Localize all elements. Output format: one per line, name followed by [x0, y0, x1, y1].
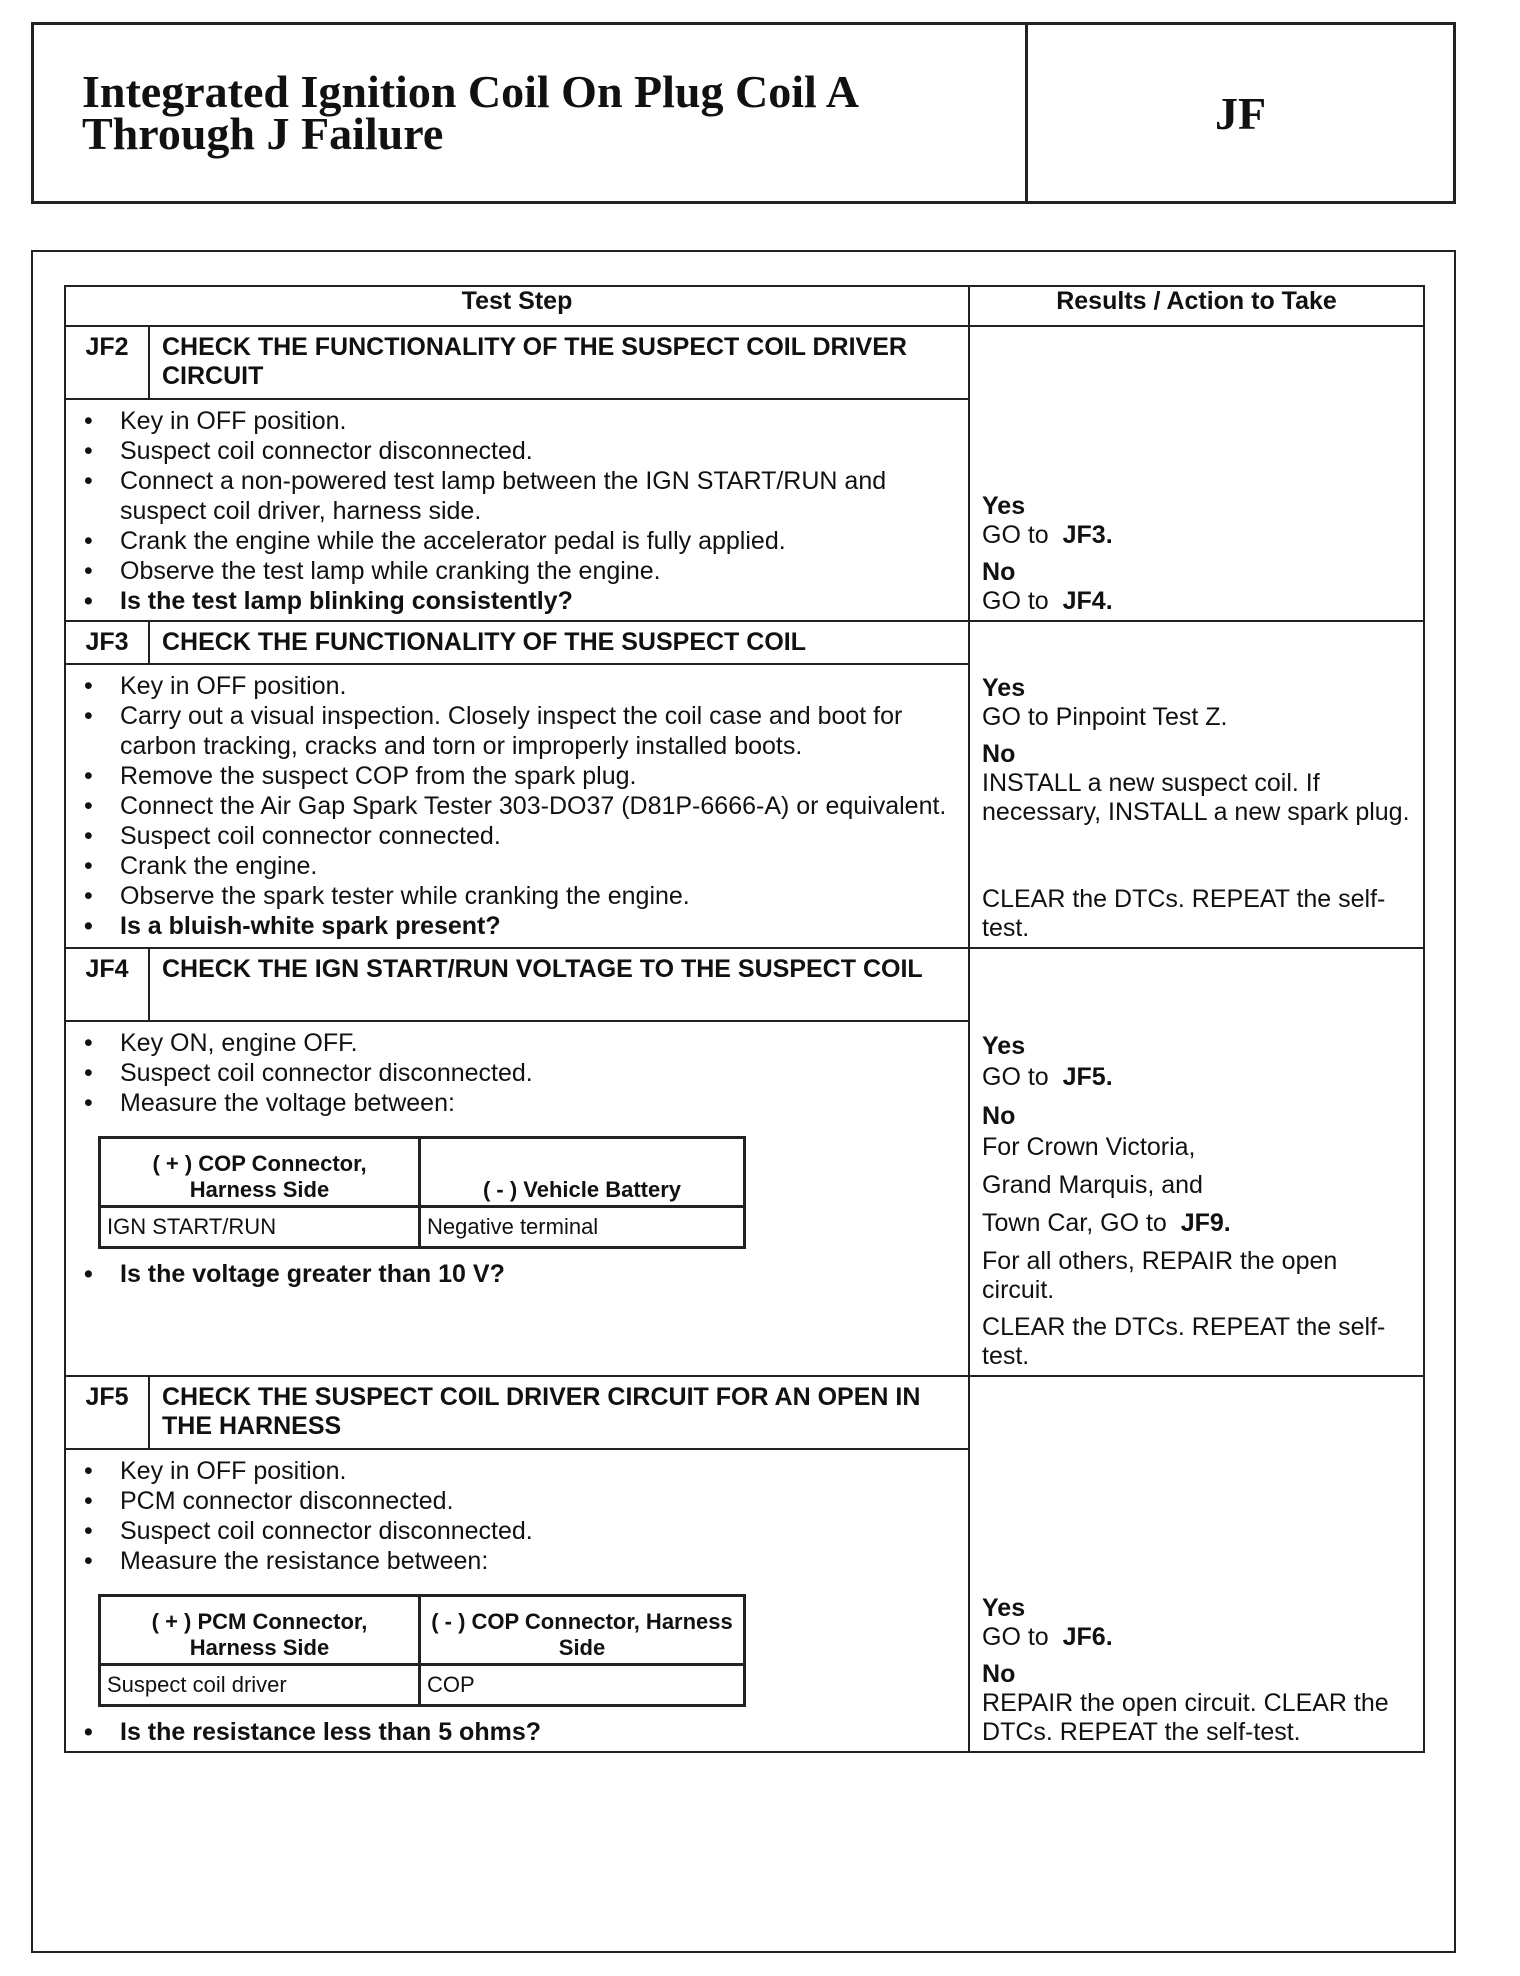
yes-action: GO to Pinpoint Test Z. [982, 703, 1228, 731]
step-id: JF5 [65, 1376, 149, 1449]
step-jf3-instructions [65, 664, 969, 948]
step-jf4-title-row [65, 948, 1424, 1021]
section-code: JF [1214, 87, 1267, 139]
header-title-cell [34, 25, 1028, 201]
list-item: • Measure the voltage between: [78, 1088, 958, 1118]
yes-label: Yes [982, 492, 1026, 520]
no-line-2: Grand Marquis, and [982, 1171, 1203, 1199]
pinpoint-test-table [64, 285, 1425, 1753]
test-question: • Is the test lamp blinking consistently? [78, 586, 958, 616]
step-id: JF4 [65, 948, 149, 1021]
list-item: • PCM connector disconnected. [78, 1486, 958, 1516]
no-line-3-text: Town Car, GO to [982, 1209, 1167, 1237]
no-label: No [982, 1102, 1016, 1130]
list-item: • Crank the engine. [78, 851, 958, 881]
yes-action [982, 521, 1411, 550]
test-question: • Is a bluish-white spark present? [78, 911, 958, 941]
yes-text: GO to [982, 521, 1049, 549]
yes-ref: JF5. [1062, 1063, 1113, 1091]
test-step-header: Test Step [65, 286, 969, 326]
question-list [78, 1259, 958, 1289]
no-line-1: For Crown Victoria, [982, 1133, 1196, 1161]
list-item: • Connect the Air Gap Spark Tester 303-DO37 (D81P-6666-A) or equivalent. [78, 791, 958, 821]
list-item: • Measure the resistance between: [78, 1546, 958, 1576]
resistance-measurement-table [98, 1594, 746, 1707]
no-action: INSTALL a new suspect coil. If necessary, INSTALL a new spark plug. [982, 769, 1410, 826]
step-jf2-title-row [65, 326, 1424, 399]
no-ref: JF9. [1180, 1209, 1231, 1237]
negative-lead-cell: COP [420, 1665, 745, 1706]
yes-action [982, 1062, 1411, 1093]
no-line-3 [982, 1208, 1411, 1239]
voltage-measurement-table [98, 1136, 746, 1249]
no-action: REPAIR the open circuit. CLEAR the DTCs. REPEAT the self-test. [982, 1689, 1389, 1746]
instruction-list [78, 1456, 958, 1576]
step-id: JF3 [65, 621, 149, 664]
positive-lead-cell: IGN START/RUN [100, 1207, 420, 1248]
instruction-list [78, 406, 958, 616]
test-question: • Is the resistance less than 5 ohms? [78, 1717, 958, 1747]
step-jf2-results [969, 326, 1424, 621]
yes-text: GO to [982, 1063, 1049, 1091]
yes-label: Yes [982, 1594, 1026, 1622]
no-label: No [982, 740, 1016, 768]
list-item: • Remove the suspect COP from the spark plug. [78, 761, 958, 791]
list-item: • Crank the engine while the accelerator pedal is fully applied. [78, 526, 958, 556]
step-title: CHECK THE FUNCTIONALITY OF THE SUSPECT COIL DRIVER CIRCUIT [149, 326, 969, 399]
step-jf5-results [969, 1376, 1424, 1752]
test-table-frame [31, 250, 1456, 1953]
yes-text: GO to [982, 1623, 1049, 1651]
list-item: • Key ON, engine OFF. [78, 1028, 958, 1058]
others-text: For all others, REPAIR the open circuit. [982, 1247, 1338, 1304]
page-title: Integrated Ignition Coil On Plug Coil A Through J Failure [82, 66, 857, 159]
list-item: • Suspect coil connector disconnected. [78, 1516, 958, 1546]
step-title: CHECK THE IGN START/RUN VOLTAGE TO THE SUSPECT COIL [149, 948, 969, 1021]
instruction-list [78, 1028, 958, 1118]
no-text: GO to [982, 587, 1049, 615]
list-item: • Key in OFF position. [78, 671, 958, 701]
list-item: • Connect a non-powered test lamp between the IGN START/RUN and suspect coil driver, harness side. [78, 466, 958, 526]
results-header: Results / Action to Take [969, 286, 1424, 326]
step-jf5-instructions [65, 1449, 969, 1752]
step-title: CHECK THE FUNCTIONALITY OF THE SUSPECT COIL [149, 621, 969, 664]
list-item: • Observe the test lamp while cranking the engine. [78, 556, 958, 586]
yes-ref: JF3. [1062, 521, 1113, 549]
positive-lead-cell: Suspect coil driver [100, 1665, 420, 1706]
list-item: • Suspect coil connector connected. [78, 821, 958, 851]
no-ref: JF4. [1062, 587, 1113, 615]
step-jf3-title-row [65, 621, 1424, 664]
negative-lead-header: ( - ) COP Connector, Harness Side [420, 1596, 745, 1665]
question-list [78, 1717, 958, 1747]
header-box [31, 22, 1456, 204]
step-id: JF2 [65, 326, 149, 399]
yes-label: Yes [982, 674, 1026, 702]
instruction-list [78, 671, 958, 941]
list-item: • Observe the spark tester while cranking the engine. [78, 881, 958, 911]
list-item: • Suspect coil connector disconnected. [78, 436, 958, 466]
list-item: • Carry out a visual inspection. Closely inspect the coil case and boot for carbon tracking, cracks and torn or improperly installed boots. [78, 701, 958, 761]
list-item: • Suspect coil connector disconnected. [78, 1058, 958, 1088]
clear-dtc-text: CLEAR the DTCs. REPEAT the self-test. [982, 885, 1386, 942]
step-jf2-instructions [65, 399, 969, 621]
list-item: • Key in OFF position. [78, 406, 958, 436]
positive-lead-header: ( + ) COP Connector, Harness Side [100, 1138, 420, 1207]
clear-dtc-text: CLEAR the DTCs. REPEAT the self-test. [982, 1313, 1386, 1370]
no-action [982, 587, 1411, 616]
table-header-row [65, 286, 1424, 326]
test-question: • Is the voltage greater than 10 V? [78, 1259, 958, 1289]
step-title: CHECK THE SUSPECT COIL DRIVER CIRCUIT FOR AN OPEN IN THE HARNESS [149, 1376, 969, 1449]
yes-action [982, 1623, 1411, 1652]
step-jf5-title-row [65, 1376, 1424, 1449]
no-label: No [982, 1660, 1016, 1688]
yes-label: Yes [982, 1032, 1026, 1060]
positive-lead-header: ( + ) PCM Connector, Harness Side [100, 1596, 420, 1665]
step-jf4-instructions [65, 1021, 969, 1376]
yes-ref: JF6. [1062, 1623, 1113, 1651]
negative-lead-cell: Negative terminal [420, 1207, 745, 1248]
step-jf3-results [969, 621, 1424, 948]
step-jf4-results [969, 948, 1424, 1376]
no-label: No [982, 558, 1016, 586]
list-item: • Key in OFF position. [78, 1456, 958, 1486]
negative-lead-header: ( - ) Vehicle Battery [420, 1138, 745, 1207]
